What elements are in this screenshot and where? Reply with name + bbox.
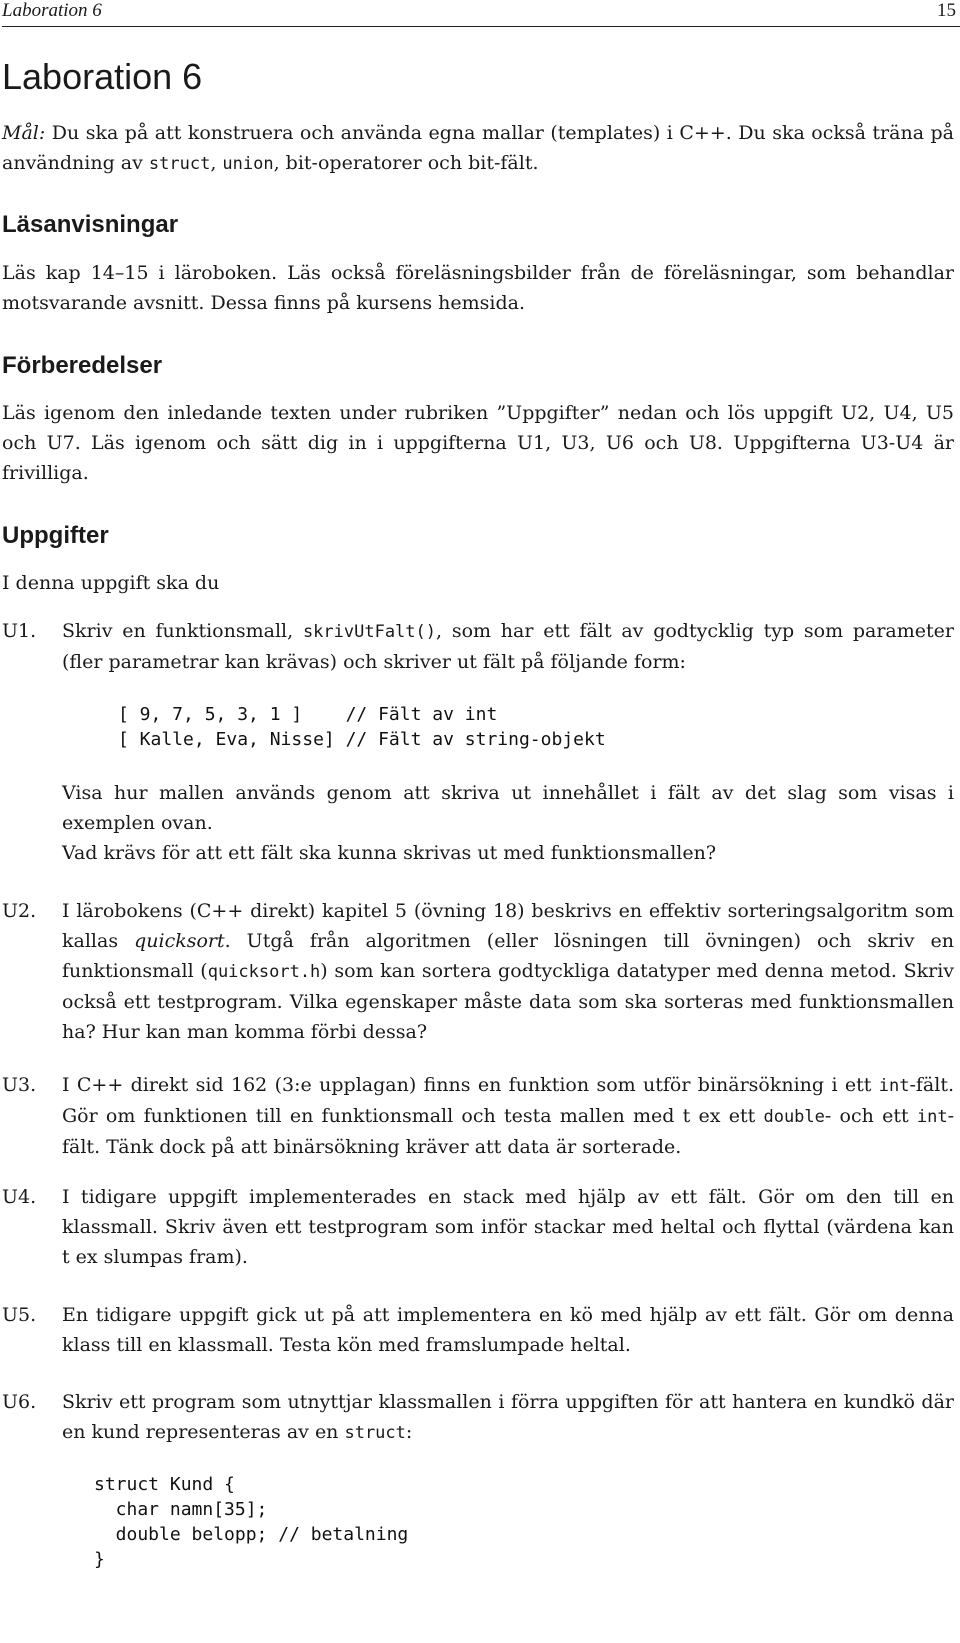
task-body: [62, 1300, 954, 1360]
preparation-paragraph: Läs igenom den inledande texten under rubriken ”Uppgifter” nedan och lös uppgift U2, U4, U5 och U7. Läs igenom och sätt dig in i uppgifterna U1, U3, U6 och U8. Uppgifterna U3-U4 är frivilliga.: [2, 402, 954, 484]
inline-code: int: [878, 1076, 910, 1096]
task-body: [62, 778, 954, 868]
task-text-part: -fält. Tänk dock på att binärsökning kräver att data är sorterade.: [62, 1105, 954, 1158]
task-text-part: ) som kan sortera godtyckliga datatyper med denna metod. Skriv också ett testprogram. Vilka egenskaper måste data som ska sorteras med funktionsmallen ha? Hur kan man komma förbi dessa?: [62, 960, 955, 1043]
page-title: Laboration 6: [2, 56, 203, 97]
page-number: 15: [937, 0, 956, 21]
running-header: [2, 0, 960, 26]
task-body: [62, 1070, 954, 1162]
task-text-part: , som har ett fält av godtycklig typ som parameter (fler parametrar kan krävas) och skriver ut fält på följande form:: [62, 620, 954, 673]
task-text: Visa hur mallen används genom att skriva ut innehållet i fält av det slag som visas i exemplen ovan.: [62, 782, 954, 834]
task-text: Vad krävs för att ett fält ska kunna skrivas ut med funktionsmallen?: [62, 842, 717, 864]
inline-code: int: [916, 1107, 948, 1127]
running-title: Laboration 6: [2, 0, 102, 21]
goal-code-union: union: [222, 154, 274, 174]
inline-code: quicksort.h: [207, 962, 321, 982]
task-text: [62, 896, 954, 1047]
inline-code: double: [763, 1107, 825, 1127]
task-text: En tidigare uppgift gick ut på att implementera en kö med hjälp av ett fält. Gör om denna klass till en klassmall. Testa kön med framslumpade heltal.: [62, 1304, 954, 1356]
task-label: U3.: [2, 1074, 37, 1096]
task-text-part: . Utgå från algoritmen (eller lösningen till övningen) och skriv en funktionsmall (: [62, 930, 955, 982]
tasks-heading: Uppgifter: [2, 522, 109, 549]
reading-heading: Läsanvisningar: [2, 211, 179, 238]
task-body: [62, 1387, 954, 1448]
code-block-u6: struct Kund { char namn[35]; double belopp; // betalning }: [94, 1474, 409, 1570]
goal-code-struct: struct: [148, 154, 211, 174]
code-block-u1: [ 9, 7, 5, 3, 1 ] // Fält av int [ Kalle, Eva, Nisse] // Fält av string-objekt: [118, 704, 606, 750]
task-text: [62, 1387, 954, 1448]
reading-paragraph: Läs kap 14–15 i läroboken. Läs också föreläsningsbilder från de föreläsningar, som behandlar motsvarande avsnitt. Dessa finns på kursens hemsida.: [2, 262, 954, 314]
task-body: [62, 1182, 954, 1272]
task-text: [62, 616, 954, 677]
header-rule: [2, 26, 960, 27]
goal-text-2: , bit-operatorer och bit-fält.: [273, 152, 539, 174]
task-text-part: -fält. Gör om funktionen till en funktionsmall och testa mallen med t ex ett: [62, 1074, 954, 1127]
task-text-part: - och ett: [824, 1105, 909, 1127]
goal-sep: ,: [210, 152, 217, 174]
emphasis: quicksort: [134, 930, 225, 952]
goal-label: Mål:: [2, 122, 46, 144]
inline-code: struct: [344, 1423, 406, 1443]
task-label: U4.: [2, 1186, 37, 1208]
task-text-part: Skriv en funktionsmall,: [62, 620, 294, 642]
task-text-part: Skriv ett program som utnyttjar klassmallen i förra uppgiften för att hantera en kundkö där en kund representeras av en: [62, 1391, 954, 1443]
task-label: U2.: [2, 900, 37, 922]
inline-code: skrivUtFalt(): [302, 622, 436, 642]
task-label: U1.: [2, 620, 37, 642]
goal-paragraph: [2, 118, 954, 179]
task-label: U5.: [2, 1304, 37, 1326]
goal-text-1: Du ska på att konstruera och använda egna mallar (templates) i C++. Du ska också träna på användning av: [2, 122, 955, 174]
task-text: I tidigare uppgift implementerades en stack med hjälp av ett fält. Gör om den till en klassmall. Skriv även ett testprogram som inför stackar med heltal och flyttal (värdena kan t ex slumpas fram).: [62, 1186, 954, 1268]
task-body: [62, 896, 954, 1047]
task-body: [62, 616, 954, 677]
task-text: [62, 1070, 954, 1162]
task-label: U6.: [2, 1391, 37, 1413]
tasks-intro: I denna uppgift ska du: [2, 572, 220, 594]
task-text-part: I C++ direkt sid 162 (3:e upplagan) finns en funktion som utför binärsökning i ett: [62, 1074, 872, 1096]
task-text-part: I lärobokens (C++ direkt) kapitel 5 (övning 18) beskrivs en effektiv sorteringsalgoritm som kallas: [62, 900, 954, 952]
preparation-heading: Förberedelser: [2, 352, 163, 379]
task-text-part: :: [405, 1421, 413, 1443]
